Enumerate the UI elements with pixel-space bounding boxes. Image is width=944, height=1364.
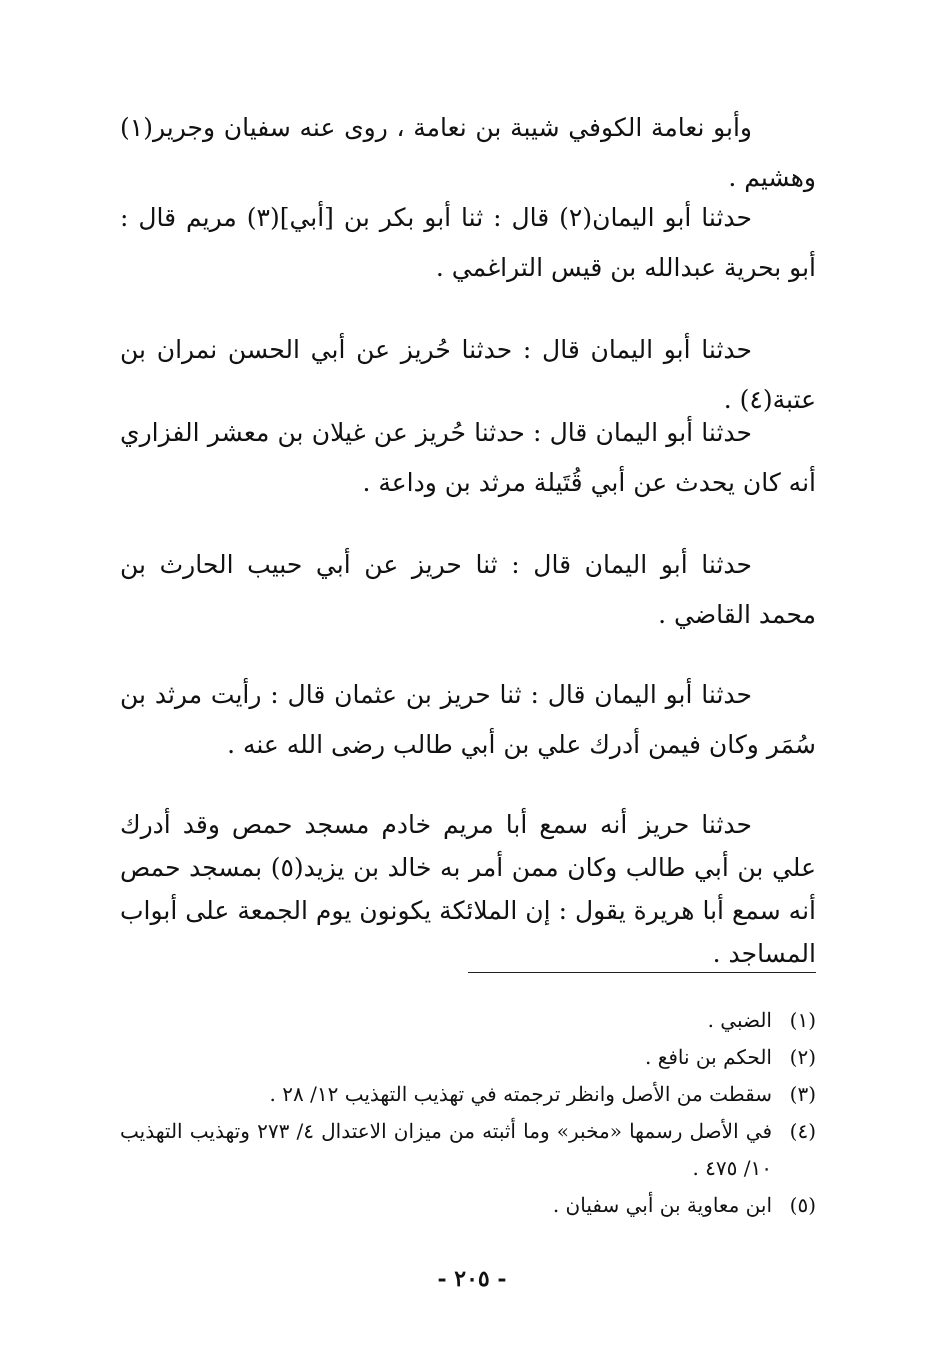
page-number: - ٢٠٥ - [437, 1266, 507, 1292]
paragraph-text: حدثنا أبو اليمان قال : حدثنا حُريز عن غيلان بن معشر الفزاري أنه كان يحدث عن أبي قُتَيلة مرثد بن وداعة . [120, 418, 816, 497]
paragraph-text: حدثنا حريز أنه سمع أبا مريم خادم مسجد حمص وقد أدرك علي بن أبي طالب وكان ممن أمر به خالد بن يزيد(٥) بمسجد حمص أنه سمع أبا هريرة يقول : إن الملائكة يكونون يوم الجمعة على أبواب المساجد . [120, 810, 816, 968]
footnote-text: الحكم بن نافع . [644, 1045, 772, 1069]
paragraph [120, 540, 816, 640]
paragraph-text: حدثنا أبو اليمان(٢) قال : ثنا أبو بكر بن [أبي](٣) مريم قال : أبو بحرية عبدالله بن قيس التراغمي . [120, 203, 816, 282]
paragraph-text: حدثنا أبو اليمان قال : ثنا حريز بن عثمان قال : رأيت مرثد بن سُمَر وكان فيمن أدرك علي بن أبي طالب رضى الله عنه . [120, 680, 816, 759]
paragraph [120, 193, 816, 293]
paragraph [120, 670, 816, 770]
footnote-item [120, 1113, 816, 1187]
footnotes [120, 1002, 816, 1224]
footnote-text: ابن معاوية بن أبي سفيان . [552, 1193, 772, 1217]
paragraph-text: حدثنا أبو اليمان قال : حدثنا حُريز عن أبي الحسن نمران بن عتبة(٤) . [120, 335, 816, 414]
paragraph [120, 408, 816, 508]
footnote-divider [468, 972, 816, 973]
footnote-item [120, 1002, 816, 1039]
footnote-text: الضبي . [707, 1008, 772, 1032]
footnote-number: (٣) [789, 1082, 816, 1106]
footnote-number: (٥) [789, 1193, 816, 1217]
paragraph [120, 803, 816, 975]
footnote-text: في الأصل رسمها «مخبر» وما أثبته من ميزان الاعتدال ٤/ ٢٧٣ وتهذيب التهذيب ١٠/ ٤٧٥ . [120, 1119, 773, 1180]
footnote-text: سقطت من الأصل وانظر ترجمته في تهذيب التهذيب ١٢/ ٢٨ . [269, 1082, 772, 1106]
footnote-item [120, 1187, 816, 1224]
paragraph-text: وأبو نعامة الكوفي شيبة بن نعامة ، روى عنه سفيان وجرير(١) وهشيم . [120, 113, 816, 192]
footnote-number: (٢) [789, 1045, 816, 1069]
footnote-item [120, 1076, 816, 1113]
footnote-item [120, 1039, 816, 1076]
paragraph-text: حدثنا أبو اليمان قال : ثنا حريز عن أبي حبيب الحارث بن محمد القاضي . [120, 550, 816, 629]
footnote-number: (٤) [789, 1119, 816, 1143]
paragraph [120, 103, 816, 203]
footnote-number: (١) [789, 1008, 816, 1032]
